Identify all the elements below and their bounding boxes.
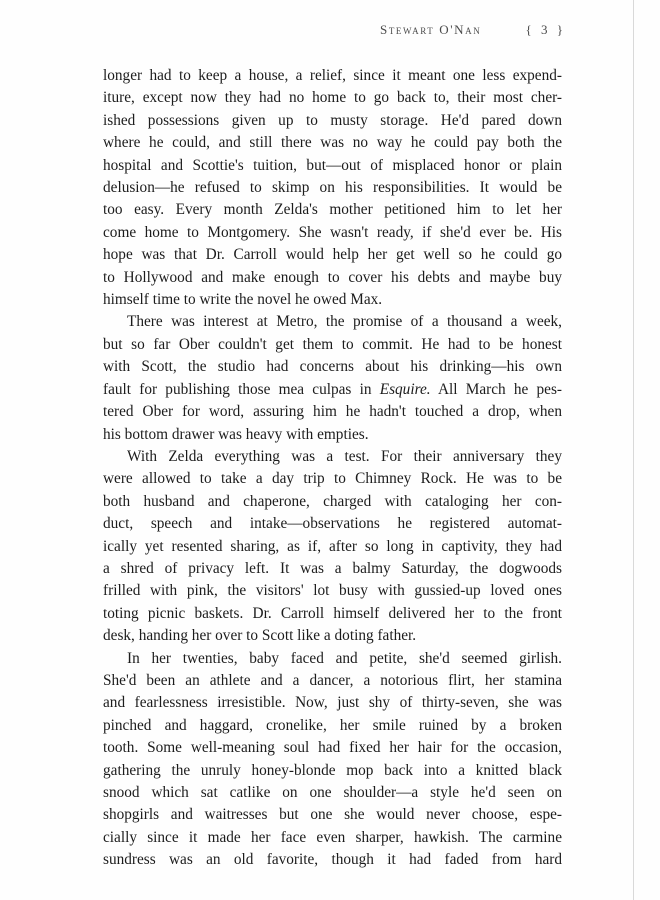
text-line: There was interest at Metro, the promise of a thousand a week, bbox=[127, 313, 562, 331]
text-line: himself time to write the novel he owed Max. bbox=[103, 291, 383, 309]
text-line: desk, handing her over to Scott like a doting father. bbox=[103, 627, 417, 645]
text-line: gathering the unruly honey-blonde mop back into a knitted black bbox=[103, 761, 562, 779]
text-line: longer had to keep a house, a relief, since it meant one less expend- bbox=[103, 67, 562, 84]
running-head bbox=[380, 22, 566, 38]
text-line: hospital and Scottie's tuition, but—out of misplaced honor or plain bbox=[103, 156, 562, 174]
text-line: delusion—he refused to skimp on his responsibilities. It would be bbox=[103, 179, 562, 197]
text-line: come home to Montgomery. She wasn't ready, if she'd ever be. His bbox=[103, 223, 562, 241]
text-line: cially since it made her face even sharper, hawkish. The carmine bbox=[103, 828, 562, 846]
text-fragment: All March he pes- bbox=[430, 380, 562, 398]
paragraph bbox=[103, 446, 562, 648]
text-line: She'd been an athlete and a dancer, a notorious flirt, her stamina bbox=[103, 671, 562, 689]
italic-title: Esquire. bbox=[379, 380, 431, 398]
text-line: tered Ober for word, assuring him he hadn't touched a drop, when bbox=[103, 403, 562, 421]
page-number: { 3 } bbox=[525, 22, 566, 37]
text-line: shopgirls and waitresses but one she would never choose, espe- bbox=[103, 806, 562, 824]
text-line: a shred of privacy left. It was a balmy Saturday, the dogwoods bbox=[103, 559, 562, 577]
paragraph bbox=[103, 648, 562, 872]
text-line: pinched and haggard, cronelike, her smile ruined by a broken bbox=[103, 716, 562, 734]
text-line: were allowed to take a day trip to Chimney Rock. He was to be bbox=[103, 470, 562, 488]
text-line: but so far Ober couldn't get them to commit. He had to be honest bbox=[103, 335, 562, 353]
text-line: his bottom drawer was heavy with empties. bbox=[103, 425, 369, 443]
paragraph bbox=[103, 65, 562, 311]
text-line: In her twenties, baby faced and petite, she'd seemed girlish. bbox=[127, 649, 562, 667]
page-edge-divider bbox=[633, 0, 634, 900]
text-fragment: fault for publishing those mea culpas in bbox=[103, 380, 380, 398]
text-line: and fearlessness irresistible. Now, just shy of thirty-seven, she was bbox=[103, 694, 562, 712]
text-line: snood which sat catlike on one shoulder—a style he'd seen on bbox=[103, 784, 562, 801]
paragraph bbox=[103, 311, 562, 445]
running-head-author: Stewart O'Nan bbox=[380, 22, 482, 37]
text-line: ished possessions given up to musty storage. He'd pared down bbox=[103, 111, 562, 129]
text-line: where he could, and still there was no way he could pay both the bbox=[103, 134, 562, 152]
text-line: with Scott, the studio had concerns about his drinking—his own bbox=[103, 358, 562, 376]
text-line: hope was that Dr. Carroll would help her get well so he could go bbox=[103, 246, 562, 264]
text-line: duct, speech and intake—observations he registered automat- bbox=[103, 515, 562, 533]
text-line: frilled with pink, the visitors' lot busy with gussied-up loved ones bbox=[103, 582, 562, 600]
body-text bbox=[103, 65, 562, 872]
text-line: both husband and chaperone, charged with cataloging her con- bbox=[103, 492, 562, 510]
text-line: With Zelda everything was a test. For their anniversary they bbox=[127, 447, 562, 465]
text-line: toting picnic baskets. Dr. Carroll himself delivered her to the front bbox=[103, 604, 562, 622]
text-line: to Hollywood and make enough to cover his debts and maybe buy bbox=[103, 268, 562, 286]
text-line-with-italic bbox=[103, 379, 562, 401]
text-line: too easy. Every month Zelda's mother petitioned him to let her bbox=[103, 201, 562, 219]
text-line: sundress was an old favorite, though it had faded from hard bbox=[103, 851, 562, 869]
text-line: ically yet resented sharing, as if, after so long in captivity, they had bbox=[103, 537, 562, 555]
text-line: tooth. Some well-meaning soul had fixed her hair for the occasion, bbox=[103, 739, 562, 757]
text-line: iture, except now they had no home to go back to, their most cher- bbox=[103, 89, 562, 107]
